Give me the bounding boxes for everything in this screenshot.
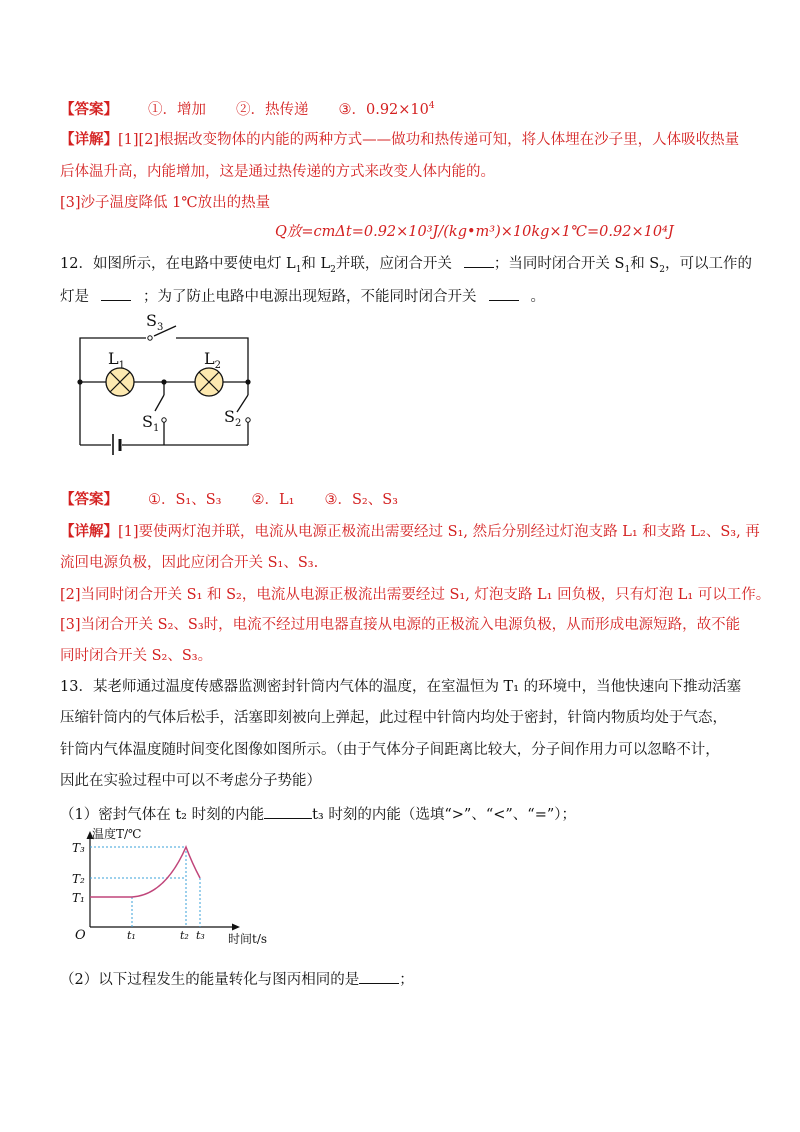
question-13-line-4: 因此在实验过程中可以不考虑分子势能） [60,773,321,789]
detail-11-line-2: 后体温升高，内能增加，这是通过热传递的方式来改变人体内能的。 [60,164,495,180]
answer-blank[interactable] [101,285,131,301]
answer-11 [60,96,435,120]
answer-blank[interactable] [359,968,399,984]
y-axis-label: 温度T/℃ [92,827,142,841]
x-tick-t2: t₂ [180,929,189,942]
graph-guides [90,847,200,927]
answer-11-item-3: ③．$0.92\times 10^4$ [338,101,435,118]
answer-12-item-3: ③．S₂、S₃ [324,492,398,508]
detail-12-line-2: 流回电源负极，因此应闭合开关 S₁、S₃. [60,555,319,571]
x-tick-t1: t₁ [127,929,136,942]
x-tick-t3: t₃ [196,929,205,942]
question-13-line-2: 压缩针筒内的气体后松手，活塞即刻被向上弹起，此过程中针筒内均处于密封，针筒内物质均处于气态， [60,710,727,726]
label-l1: $L_1$ [108,349,125,371]
question-13-line-3: 针筒内气体温度随时间变化图像如图所示。（由于气体分子间距离比较大，分子间作用力可以忽略不计， [60,742,720,758]
question-13-line-1: 13．某老师通过温度传感器监测密封针筒内气体的温度，在室温恒为 T₁ 的环境中，当他快速向下推动活塞 [60,679,742,695]
label-l2: $L_2$ [204,349,221,371]
detail-12-line-1: 【详解】[1]要使两灯泡并联，电流从电源正极流出需要经过 S₁, 然后分别经过灯泡支路 L₁ 和支路 L₂、S₃, 再 [60,523,760,540]
label-s1: $S_1$ [142,412,160,434]
answer-12-item-1: ①．S₁、S₃ [148,492,222,508]
detail-11-formula: Q放=cmΔt=0.92×10³J/(kg•m³)×10kg×1℃=0.92×10⁴J [275,224,674,240]
question-13-part-1: （1）密封气体在 t₂ 时刻的内能 t₃ 时刻的内能（选填“>”、“<”、“=”）； [60,803,576,825]
lamp-l2 [195,368,223,396]
y-tick-t1: T₁ [72,891,85,905]
detail-tag: 【详解】 [60,523,118,540]
answer-blank[interactable] [264,803,312,819]
answer-11-item-1: ①．增加 [148,101,206,118]
detail-12-line-3: [2]当同时闭合开关 S₁ 和 S₂，电流从电源正极流出需要经过 S₁, 灯泡支路 L₁ 回负极，只有灯泡 L₁ 可以工作。 [60,587,771,603]
temperature-time-graph [70,825,290,950]
label-s2: $S_2$ [224,407,242,429]
detail-12-line-4: [3]当闭合开关 S₂、S₃时，电流不经过用电器直接从电源的正极流入电源负极，从而形成电源短路，故不能 [60,617,741,633]
answer-tag: 【答案】 [60,100,118,118]
label-s3: $S_3$ [146,311,164,333]
y-tick-t3: T₃ [72,841,85,855]
answer-12-item-2: ②．L₁ [251,492,295,508]
detail-11-line-3: [3]沙子温度降低 1℃放出的热量 [60,195,271,211]
temperature-curve [90,847,200,897]
question-12-line-2: 灯是 ；为了防止电路中电源出现短路，不能同时闭合开关 。 [60,285,545,307]
answer-tag: 【答案】 [60,491,118,508]
y-tick-t2: T₂ [72,872,85,886]
x-axis-label: 时间t/s [228,932,268,946]
answer-11-item-2: ②．热传递 [236,101,309,118]
detail-12-line-5: 同时闭合开关 S₂、S₃。 [60,648,213,664]
detail-tag: 【详解】 [60,131,118,148]
answer-blank[interactable] [464,252,494,268]
answer-12 [60,490,398,510]
answer-blank[interactable] [489,285,519,301]
question-13-part-2: （2）以下过程发生的能量转化与图丙相同的是 ； [60,968,414,990]
lamp-l1 [106,368,134,396]
origin-label: O [75,928,86,943]
detail-11-line-1: 【详解】[1][2]根据改变物体的内能的两种方式——做功和热传递可知，将人体埋在沙子里，人体吸收热量 [60,131,740,148]
circuit-diagram [70,310,260,455]
question-12-line-1: 12．如图所示，在电路中要使电灯 $L_1$和 $L_2$并联，应闭合开关 ；当同时闭合开关 $S_1$和 $S_2$，可以工作的 [60,252,752,280]
